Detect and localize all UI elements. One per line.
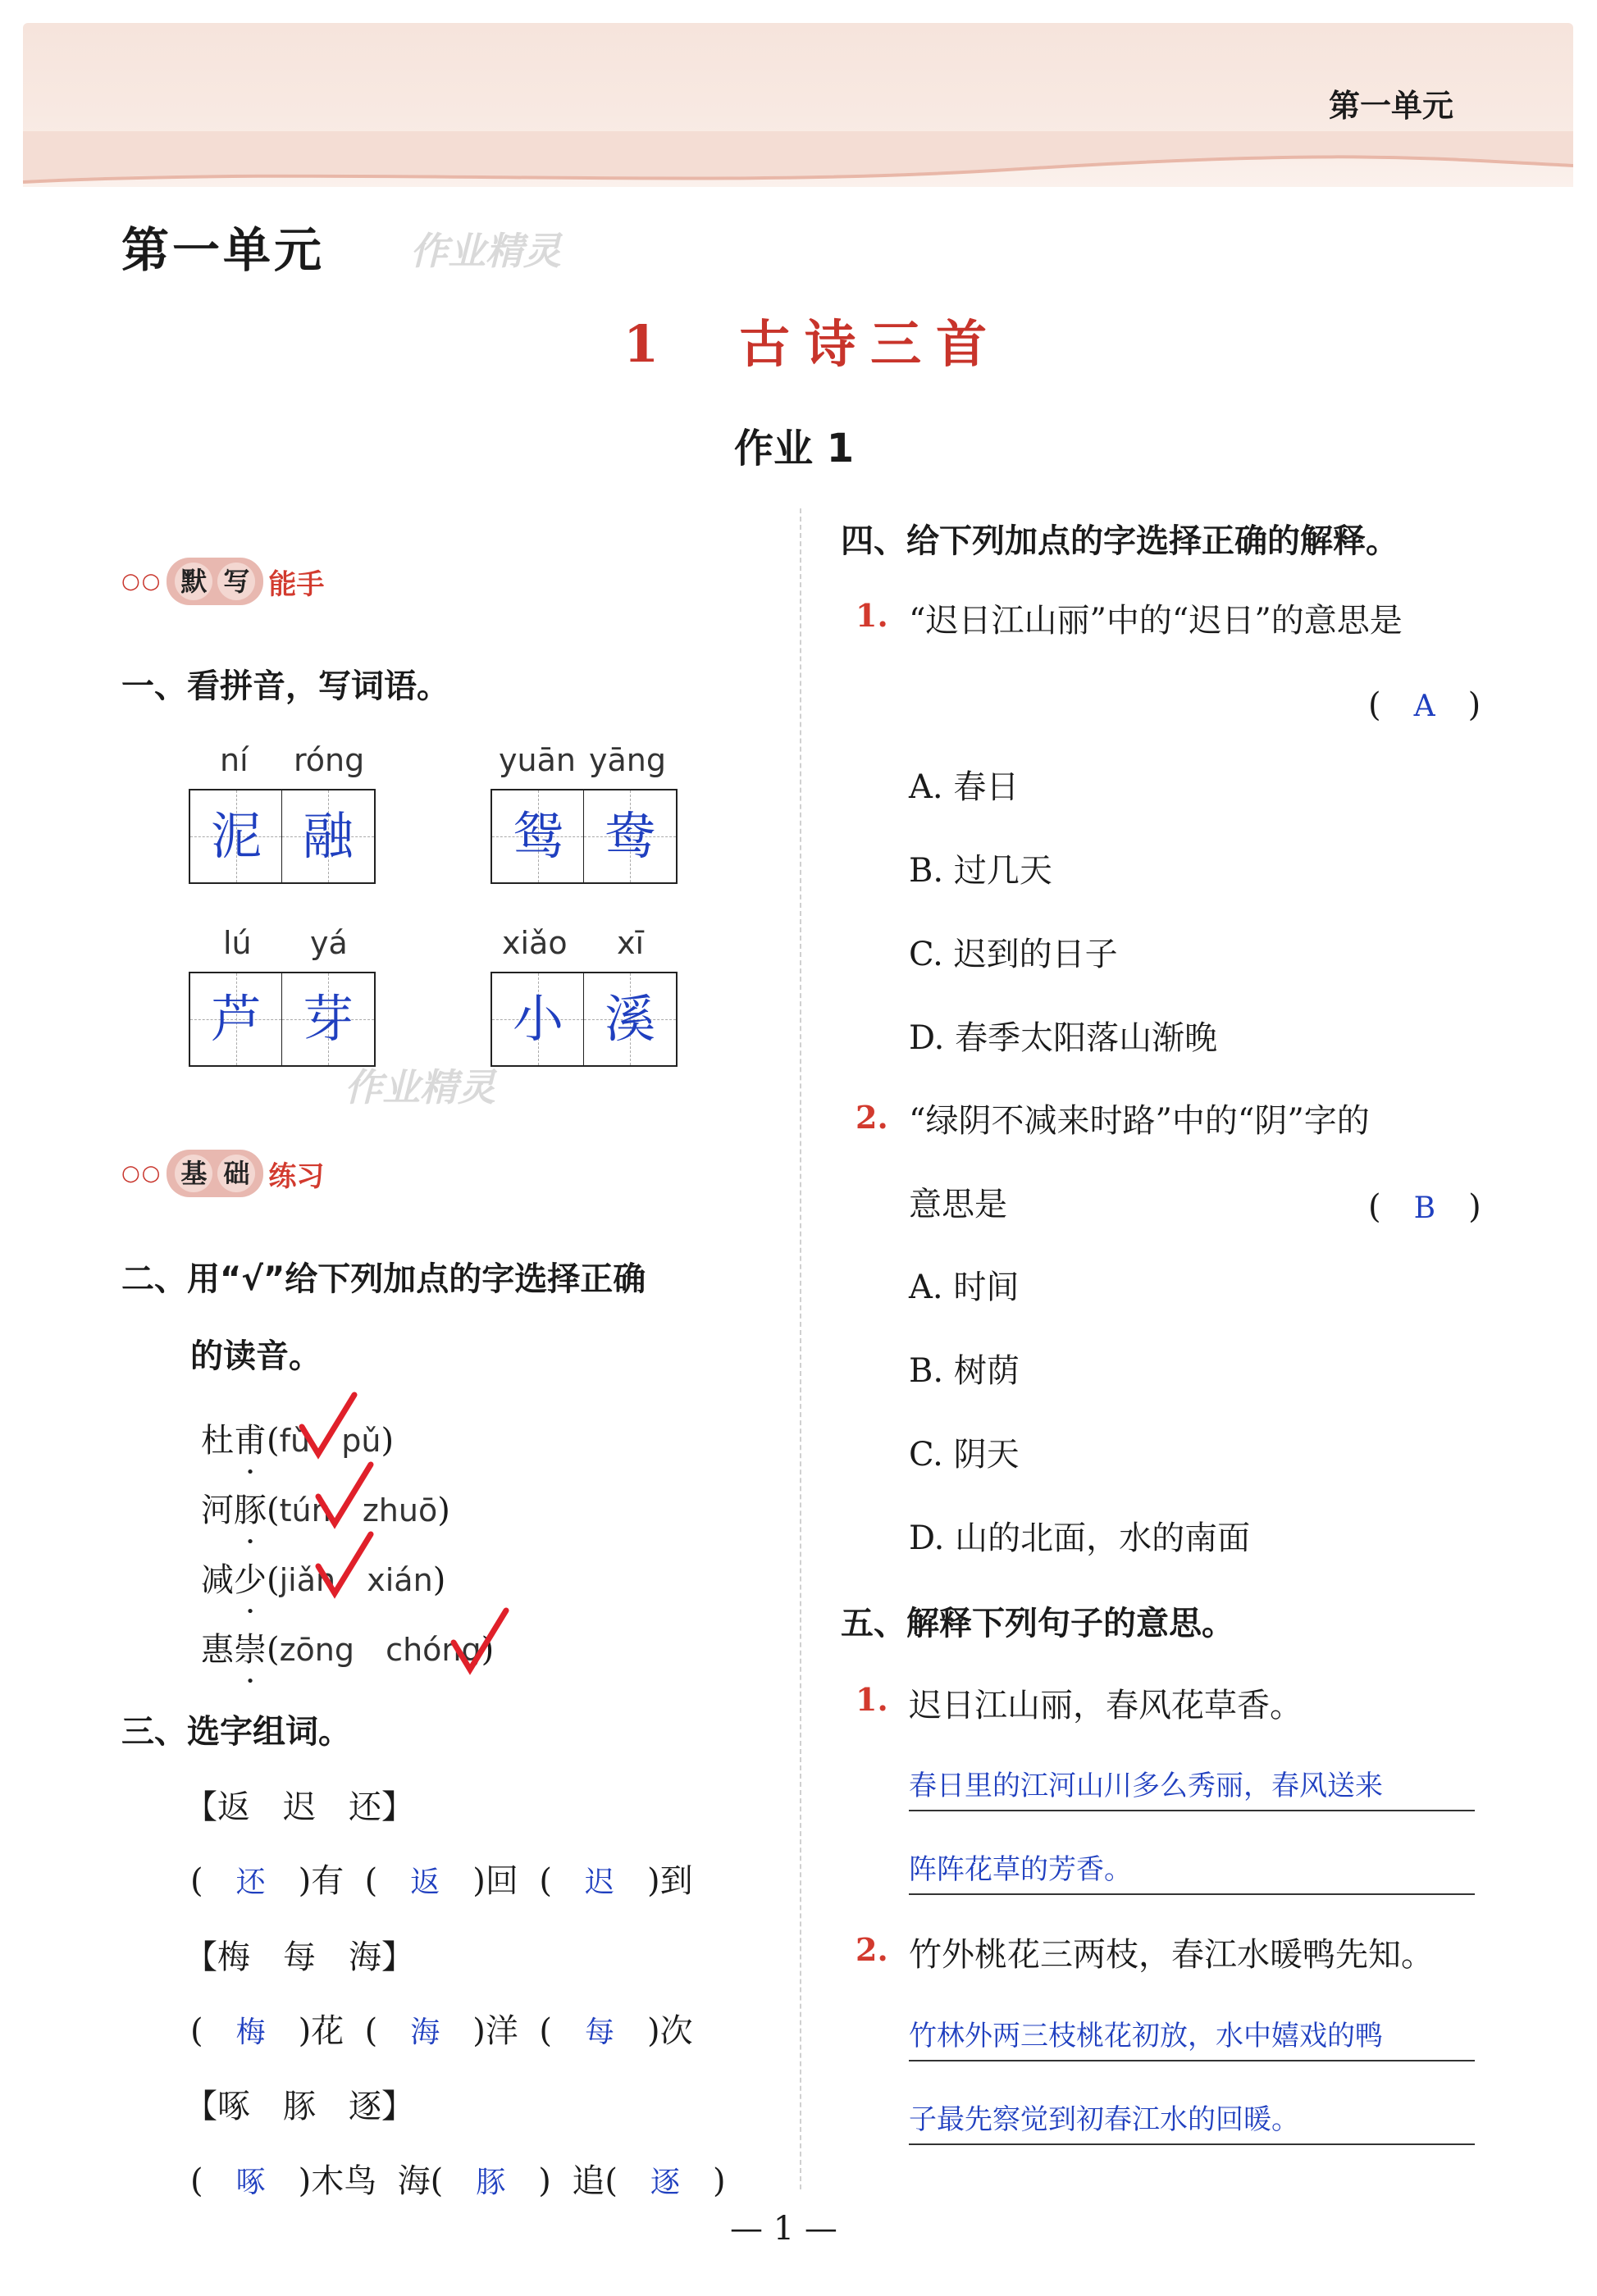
answer-char: 豚 — [476, 2166, 506, 2199]
answer-char: 还 — [235, 1866, 266, 1899]
unit-title: 第一单元 — [121, 222, 326, 278]
question-number: 2. — [856, 1931, 888, 1968]
badge-char-1: 默 — [175, 563, 212, 600]
watermark-middle: 作业精灵 — [344, 1065, 495, 1109]
pinyin: róng — [294, 742, 365, 778]
option: C. 迟到的日子 — [909, 936, 1118, 973]
word-char: 河 — [201, 1492, 234, 1529]
pronunciation-item: 杜甫(fǔ pǔ) — [201, 1422, 395, 1460]
answer-bracket: ( B ) — [1368, 1188, 1481, 1226]
answer-char: 返 — [410, 1866, 440, 1899]
check-mark-icon — [295, 1390, 361, 1464]
bracket-close: ) — [432, 1561, 446, 1599]
option: B. 树荫 — [909, 1352, 1020, 1390]
pinyin: yāng — [589, 742, 666, 778]
answer-char: 海 — [410, 2016, 440, 2049]
lesson-title: 1 古诗三首 — [623, 314, 1002, 374]
homework-title: 作业 1 — [734, 426, 855, 472]
tian-grid — [189, 789, 376, 884]
badge-dictation — [121, 558, 324, 605]
word-char: 惠 — [201, 1631, 234, 1669]
pinyin-option: chóng — [386, 1632, 481, 1668]
watermark-top: 作业精灵 — [410, 229, 561, 273]
pronunciation-item: 减少(jiǎn xián) — [201, 1561, 446, 1599]
section1-heading: 一、看拼音，写词语。 — [121, 667, 449, 705]
tian-grid — [189, 972, 376, 1067]
check-mark-icon — [447, 1606, 513, 1679]
bracket-close: ) — [437, 1492, 450, 1529]
answer-char: 融 — [302, 806, 354, 866]
answer-line: 竹林外两三枝桃花初放，水中嬉戏的鸭 — [909, 2013, 1475, 2061]
fill-row: ( 还 )有 ( 返 )回 ( 迟 )到 — [190, 1862, 693, 1900]
check-mark-icon — [312, 1460, 377, 1533]
dotted-char: 甫 — [234, 1422, 267, 1460]
column-divider — [800, 508, 801, 2189]
question-number: 1. — [856, 597, 888, 634]
section5-heading: 五、解释下列句子的意思。 — [841, 1605, 1234, 1642]
pinyin: lú — [223, 925, 252, 961]
answer-char: 梅 — [235, 2016, 266, 2049]
answer-line: 春日里的江河山川多么秀丽，春风送来 — [909, 1763, 1475, 1811]
char-group: 【返 迟 还】 — [185, 1788, 414, 1826]
answer-char: 鸳 — [512, 806, 564, 866]
suffix: 花 — [311, 2012, 344, 2050]
section2-heading-line2: 的读音。 — [190, 1337, 322, 1375]
pinyin: ní — [220, 742, 249, 778]
dotted-char: 少 — [234, 1561, 267, 1599]
answer-bracket: ( A ) — [1368, 686, 1481, 724]
tian-grid — [491, 789, 678, 884]
answer-char: 啄 — [235, 2166, 266, 2199]
question-text: “迟日江山丽”中的“迟日”的意思是 — [909, 602, 1403, 640]
char-group: 【啄 豚 逐】 — [185, 2088, 414, 2125]
option: D. 春季太阳落山渐晚 — [909, 1019, 1218, 1057]
question-number: 2. — [856, 1099, 888, 1136]
badge-char-2: 础 — [217, 1155, 255, 1192]
prefix: 海 — [397, 2162, 431, 2200]
suffix: 木鸟 — [311, 2162, 377, 2200]
pronunciation-item: 惠崇(zōng chóng) — [201, 1631, 495, 1669]
question-number: 1. — [856, 1681, 888, 1718]
header-wave-decoration — [23, 131, 1573, 197]
dotted-char: 崇 — [234, 1631, 267, 1669]
fill-row: ( 梅 )花 ( 海 )洋 ( 每 )次 — [190, 2012, 693, 2050]
pinyin-option: zhuō — [362, 1492, 438, 1528]
pinyin: xī — [617, 925, 645, 961]
answer-letter: B — [1413, 1191, 1436, 1225]
badge-dots: ○○ — [121, 1161, 162, 1186]
fill-row: ( 啄 )木鸟 海( 豚 ) 追( 逐 ) — [190, 2162, 726, 2200]
badge-tail: 练习 — [268, 1159, 325, 1193]
option: B. 过几天 — [909, 852, 1052, 890]
suffix: 回 — [485, 1862, 518, 1900]
pinyin: yá — [310, 925, 348, 961]
page-number: — 1 — — [730, 2210, 837, 2248]
badge-pill — [167, 1150, 263, 1197]
pronunciation-item: 河豚(tún zhuō) — [201, 1492, 450, 1529]
check-mark-icon — [312, 1529, 377, 1603]
badge-char-1: 基 — [175, 1155, 212, 1192]
badge-basic-practice — [121, 1150, 324, 1197]
suffix: 次 — [659, 2012, 693, 2050]
answer-char: 芽 — [302, 989, 354, 1049]
section3-heading: 三、选字组词。 — [121, 1713, 351, 1751]
suffix: 洋 — [485, 2012, 518, 2050]
pinyin: yuān — [499, 742, 576, 778]
word-char: 减 — [201, 1561, 234, 1599]
answer-char: 芦 — [210, 989, 262, 1049]
pinyin-option: xián — [367, 1562, 433, 1598]
char-group: 【梅 每 海】 — [185, 1938, 414, 1976]
sentence: 迟日江山丽，春风花草香。 — [909, 1687, 1303, 1724]
answer-char: 泥 — [210, 806, 262, 866]
answer-line: 子最先察觉到初春江水的回暖。 — [909, 2097, 1475, 2145]
section4-heading: 四、给下列加点的字选择正确的解释。 — [841, 522, 1399, 560]
option: A. 时间 — [909, 1269, 1020, 1306]
question-text-line2: 意思是 — [909, 1186, 1007, 1223]
badge-pill — [167, 558, 263, 605]
answer-char: 迟 — [584, 1866, 614, 1899]
pinyin: xiǎo — [502, 925, 568, 961]
answer-char: 溪 — [604, 989, 655, 1049]
answer-char: 每 — [584, 2016, 614, 2049]
prefix: 追 — [572, 2162, 605, 2200]
pinyin-option: fǔ — [279, 1423, 311, 1459]
answer-char: 鸯 — [604, 806, 655, 866]
badge-char-2: 写 — [217, 563, 255, 600]
bracket-close: ) — [481, 1631, 495, 1669]
pinyin-option: pǔ — [341, 1423, 381, 1459]
answer-char: 小 — [512, 989, 564, 1049]
suffix: 到 — [659, 1862, 693, 1900]
question-text: “绿阴不减来时路”中的“阴”字的 — [909, 1102, 1370, 1140]
option: A. 春日 — [909, 768, 1020, 806]
suffix: 有 — [311, 1862, 344, 1900]
dotted-char: 豚 — [234, 1492, 267, 1529]
tian-grid — [491, 972, 678, 1067]
pinyin-option: tún — [279, 1492, 331, 1528]
badge-dots: ○○ — [121, 569, 162, 594]
option: C. 阴天 — [909, 1436, 1020, 1474]
pinyin-option: zōng — [279, 1632, 355, 1668]
answer-line: 阵阵花草的芳香。 — [909, 1847, 1475, 1895]
section2-heading-line1: 二、用“√”给下列加点的字选择正确 — [121, 1260, 646, 1298]
header-unit-label: 第一单元 — [1328, 88, 1453, 124]
sentence: 竹外桃花三两枝，春江水暖鸭先知。 — [909, 1936, 1434, 1974]
option: D. 山的北面，水的南面 — [909, 1519, 1251, 1557]
bracket-close: ) — [381, 1422, 395, 1460]
badge-tail: 能手 — [268, 567, 325, 601]
pinyin-option: jiǎn — [279, 1562, 336, 1598]
word-char: 杜 — [201, 1422, 234, 1460]
answer-char: 逐 — [650, 2166, 680, 2199]
answer-letter: A — [1413, 690, 1435, 723]
